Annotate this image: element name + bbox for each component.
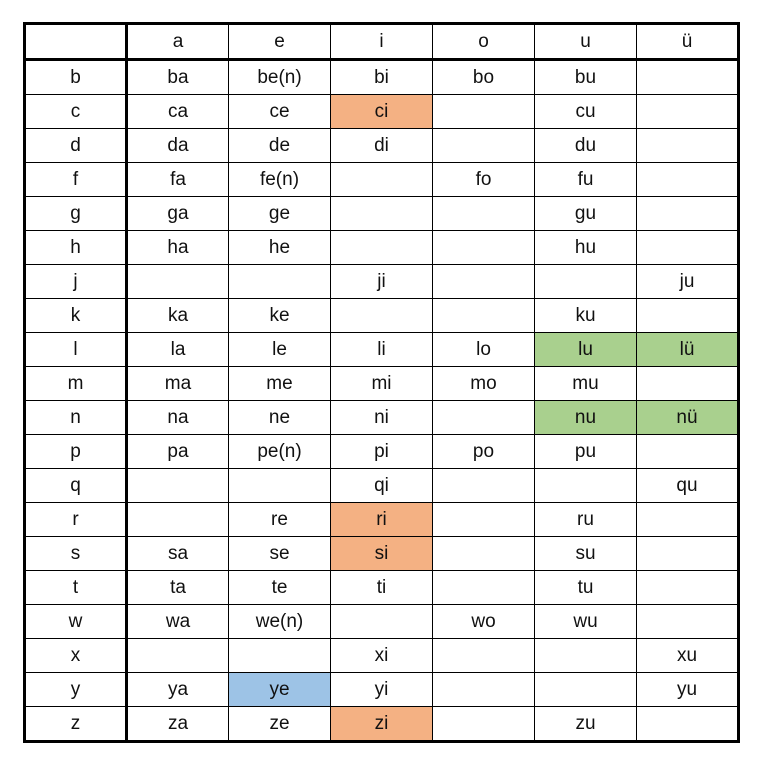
highlighted-syllable-cell: nu [535,401,637,435]
table-row [25,639,739,673]
syllable-cell [433,639,535,673]
syllable-cell [433,673,535,707]
syllable-cell: le [229,333,331,367]
syllable-cell: ya [127,673,229,707]
syllable-cell: ga [127,197,229,231]
row-initial: z [25,707,127,742]
syllable-cell: mu [535,367,637,401]
syllable-cell [127,639,229,673]
syllable-cell: ce [229,95,331,129]
highlighted-syllable-cell: zi [331,707,433,742]
syllable-cell: li [331,333,433,367]
table-row [25,435,739,469]
syllable-cell: qi [331,469,433,503]
syllable-cell: mi [331,367,433,401]
row-initial: r [25,503,127,537]
syllable-cell [433,129,535,163]
syllable-cell [331,605,433,639]
row-initial: c [25,95,127,129]
syllable-cell: fu [535,163,637,197]
syllable-cell: re [229,503,331,537]
table-row [25,367,739,401]
syllable-cell: za [127,707,229,742]
column-header-2: i [331,24,433,60]
highlighted-syllable-cell: ye [229,673,331,707]
syllable-cell: ka [127,299,229,333]
row-initial: g [25,197,127,231]
syllable-cell: ha [127,231,229,265]
syllable-cell: de [229,129,331,163]
syllable-cell: he [229,231,331,265]
syllable-cell: yu [637,673,739,707]
table-row [25,231,739,265]
syllable-cell [637,605,739,639]
row-initial: p [25,435,127,469]
syllable-cell: fe(n) [229,163,331,197]
table-body [25,24,739,742]
row-initial: j [25,265,127,299]
syllable-cell: ne [229,401,331,435]
table-row [25,571,739,605]
syllable-cell: ke [229,299,331,333]
row-initial: t [25,571,127,605]
row-initial: f [25,163,127,197]
syllable-cell [637,129,739,163]
syllable-cell [433,299,535,333]
syllable-cell: zu [535,707,637,742]
syllable-cell [433,95,535,129]
syllable-cell [229,265,331,299]
syllable-cell: we(n) [229,605,331,639]
row-initial: h [25,231,127,265]
syllable-cell: wu [535,605,637,639]
syllable-cell [433,707,535,742]
highlighted-syllable-cell: lü [637,333,739,367]
row-initial: s [25,537,127,571]
table-row [25,95,739,129]
syllable-cell [637,435,739,469]
table-row [25,469,739,503]
table-row [25,673,739,707]
syllable-cell [331,231,433,265]
syllable-cell [535,469,637,503]
syllable-cell: po [433,435,535,469]
syllable-cell: hu [535,231,637,265]
row-initial: x [25,639,127,673]
syllable-cell: pu [535,435,637,469]
syllable-cell: ge [229,197,331,231]
syllable-cell: tu [535,571,637,605]
syllable-cell: ju [637,265,739,299]
highlighted-syllable-cell: ri [331,503,433,537]
syllable-cell: ta [127,571,229,605]
row-initial: w [25,605,127,639]
syllable-cell [433,231,535,265]
row-initial: n [25,401,127,435]
syllable-cell: se [229,537,331,571]
syllable-cell: xi [331,639,433,673]
table-row [25,401,739,435]
syllable-cell [637,503,739,537]
syllable-cell [433,537,535,571]
table-row [25,60,739,95]
table-row [25,299,739,333]
syllable-cell: di [331,129,433,163]
syllable-cell: na [127,401,229,435]
row-initial: l [25,333,127,367]
syllable-cell [433,197,535,231]
syllable-cell [433,503,535,537]
syllable-cell: xu [637,639,739,673]
table-row [25,605,739,639]
syllable-cell: ji [331,265,433,299]
syllable-cell: ma [127,367,229,401]
column-header-1: e [229,24,331,60]
syllable-cell: bu [535,60,637,95]
syllable-cell [229,469,331,503]
syllable-cell [127,469,229,503]
highlighted-syllable-cell: ci [331,95,433,129]
table-row [25,197,739,231]
row-initial: d [25,129,127,163]
syllable-cell: su [535,537,637,571]
syllable-cell: ku [535,299,637,333]
syllable-cell [535,639,637,673]
syllable-cell: ni [331,401,433,435]
syllable-cell: ze [229,707,331,742]
syllable-cell [637,60,739,95]
row-initial: m [25,367,127,401]
syllable-cell: pe(n) [229,435,331,469]
highlighted-syllable-cell: si [331,537,433,571]
header-row [25,24,739,60]
syllable-cell [637,299,739,333]
syllable-cell [331,197,433,231]
syllable-cell: sa [127,537,229,571]
corner-cell [25,24,127,60]
syllable-cell [637,571,739,605]
syllable-cell [433,265,535,299]
column-header-4: u [535,24,637,60]
pinyin-syllable-table [23,22,740,743]
syllable-cell: fo [433,163,535,197]
syllable-cell: da [127,129,229,163]
syllable-cell: la [127,333,229,367]
table-row [25,333,739,367]
syllable-cell: te [229,571,331,605]
syllable-cell: bi [331,60,433,95]
syllable-cell [127,503,229,537]
table-row [25,503,739,537]
syllable-cell: qu [637,469,739,503]
syllable-cell [331,299,433,333]
column-header-5: ü [637,24,739,60]
syllable-cell: cu [535,95,637,129]
syllable-cell [637,707,739,742]
syllable-cell [229,639,331,673]
syllable-cell: ru [535,503,637,537]
column-header-0: a [127,24,229,60]
table-row [25,537,739,571]
syllable-cell: ti [331,571,433,605]
syllable-cell [637,537,739,571]
syllable-cell: wa [127,605,229,639]
syllable-cell: lo [433,333,535,367]
table-row [25,265,739,299]
syllable-cell [637,95,739,129]
highlighted-syllable-cell: nü [637,401,739,435]
syllable-cell [637,231,739,265]
syllable-cell: fa [127,163,229,197]
row-initial: k [25,299,127,333]
syllable-cell [637,163,739,197]
syllable-cell [433,401,535,435]
syllable-cell [535,673,637,707]
syllable-cell: mo [433,367,535,401]
syllable-cell: yi [331,673,433,707]
syllable-cell: pa [127,435,229,469]
syllable-cell [433,571,535,605]
row-initial: y [25,673,127,707]
syllable-cell [535,265,637,299]
syllable-cell: be(n) [229,60,331,95]
row-initial: q [25,469,127,503]
syllable-cell [331,163,433,197]
syllable-cell: me [229,367,331,401]
syllable-cell: gu [535,197,637,231]
syllable-cell: bo [433,60,535,95]
syllable-cell [433,469,535,503]
syllable-cell: ca [127,95,229,129]
table-row [25,163,739,197]
column-header-3: o [433,24,535,60]
syllable-cell [637,367,739,401]
highlighted-syllable-cell: lu [535,333,637,367]
syllable-cell [127,265,229,299]
table-row [25,707,739,742]
syllable-cell [637,197,739,231]
syllable-cell: ba [127,60,229,95]
row-initial: b [25,60,127,95]
table-row [25,129,739,163]
syllable-cell: wo [433,605,535,639]
syllable-cell: pi [331,435,433,469]
syllable-cell: du [535,129,637,163]
